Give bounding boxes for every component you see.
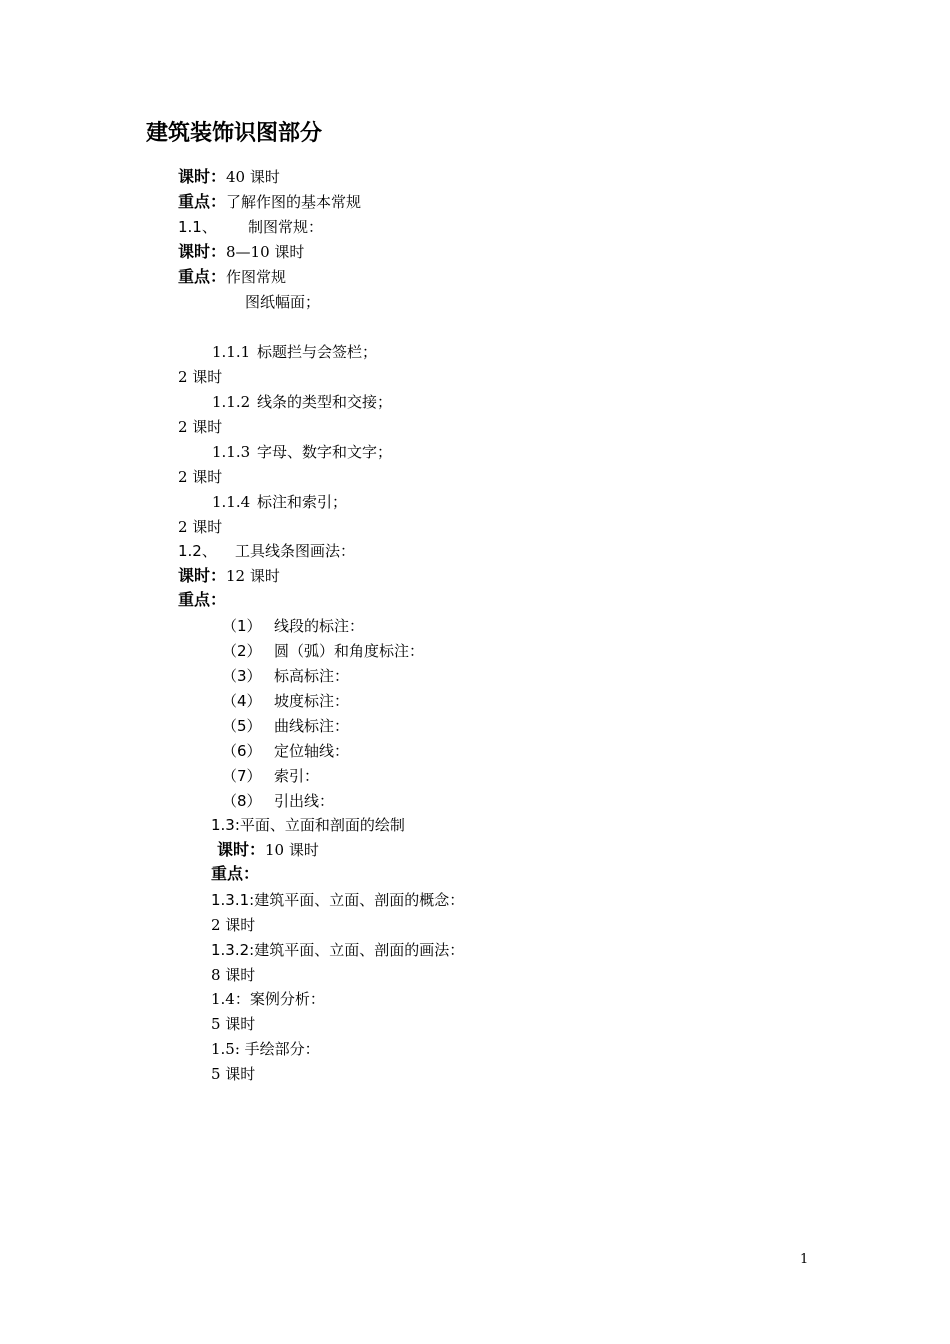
list-item xyxy=(212,492,347,512)
section-title: 工具线条图画法： xyxy=(235,542,356,560)
section-1-2-hours xyxy=(178,566,280,586)
item-hours: 5 课时 xyxy=(211,1015,256,1033)
section-1-3-hours xyxy=(217,840,319,860)
hours-value: 40 课时 xyxy=(226,168,280,186)
item-text: 标题拦与会签栏； xyxy=(257,343,378,361)
hours-label: 课时： xyxy=(178,566,227,585)
item-text: 曲线标注： xyxy=(274,717,350,735)
list-item xyxy=(222,766,319,786)
item-text: 标注和索引； xyxy=(257,493,348,511)
hours-label: 课时： xyxy=(178,242,227,261)
section-1-1-focus xyxy=(178,267,286,287)
list-item xyxy=(222,691,349,711)
intro-focus xyxy=(178,192,361,212)
list-item xyxy=(222,791,334,811)
item-hours: 2 课时 xyxy=(178,468,223,486)
item-text: 线段的标注： xyxy=(274,617,365,635)
hours-label: 课时： xyxy=(178,167,227,186)
section-number: 1.1、 xyxy=(178,218,217,236)
item-number: 1.1.4 xyxy=(212,493,251,511)
item-number: （3） xyxy=(222,667,262,685)
list-item xyxy=(222,641,424,661)
section-1-5-heading: 1.5: 手绘部分： xyxy=(211,1040,320,1058)
section-1-4-heading: 1.4：案例分析： xyxy=(211,990,325,1008)
page-title: 建筑装饰识图部分 xyxy=(146,121,323,146)
section-1-3-focus xyxy=(211,864,259,884)
section-1-1-hours xyxy=(178,242,304,262)
list-item xyxy=(212,442,392,462)
item-hours: 8 课时 xyxy=(211,966,256,984)
item-number: （2） xyxy=(222,642,262,660)
item-hours: 2 课时 xyxy=(178,518,223,536)
intro-hours xyxy=(178,167,280,187)
item-text: 坡度标注： xyxy=(274,692,350,710)
focus-label: 重点： xyxy=(178,590,227,609)
item-number: （4） xyxy=(222,692,262,710)
item-text: 线条的类型和交接； xyxy=(257,393,393,411)
section-1-2-focus xyxy=(178,590,226,610)
item-text: 圆（弧）和角度标注： xyxy=(274,642,425,660)
section-1-3-heading: 1.3:平面、立面和剖面的绘制 xyxy=(211,816,405,834)
section-1-2-heading xyxy=(178,541,355,561)
hours-value: 10 课时 xyxy=(265,841,319,859)
section-title: 制图常规： xyxy=(248,218,324,236)
item-number: 1.1.1 xyxy=(212,343,251,361)
item-number: （7） xyxy=(222,767,262,785)
item-hours: 2 课时 xyxy=(178,418,223,436)
section-1-1-heading xyxy=(178,217,323,237)
item-text: 标高标注： xyxy=(274,667,350,685)
list-item xyxy=(222,741,349,761)
section-number: 1.2、 xyxy=(178,542,217,560)
list-item xyxy=(222,666,349,686)
list-item xyxy=(222,716,349,736)
item-text: 引出线： xyxy=(274,792,335,810)
list-item xyxy=(222,616,364,636)
hours-value: 8—10 课时 xyxy=(226,243,305,261)
focus-value: 作图常规 xyxy=(226,268,287,286)
item-text: 字母、数字和文字； xyxy=(257,443,393,461)
item-text: 定位轴线： xyxy=(274,742,350,760)
item-number: （5） xyxy=(222,717,262,735)
item-number: 1.1.3 xyxy=(212,443,251,461)
item-text: 索引： xyxy=(274,767,320,785)
item-number: （1） xyxy=(222,617,262,635)
item-number: （8） xyxy=(222,792,262,810)
list-item: 1.3.1:建筑平面、立面、剖面的概念： xyxy=(211,891,465,909)
item-hours: 5 课时 xyxy=(211,1065,256,1083)
item-number: 1.1.2 xyxy=(212,393,251,411)
focus-label: 重点： xyxy=(178,192,227,211)
item-number: （6） xyxy=(222,742,262,760)
item-hours: 2 课时 xyxy=(178,368,223,386)
list-item xyxy=(212,392,392,412)
focus-label: 重点： xyxy=(178,267,227,286)
focus-label: 重点： xyxy=(211,864,260,883)
section-1-1-subheading: 图纸幅面； xyxy=(245,293,321,311)
list-item xyxy=(212,342,377,362)
page-number: 1 xyxy=(800,1252,809,1267)
hours-label: 课时： xyxy=(217,840,266,859)
item-hours: 2 课时 xyxy=(211,916,256,934)
focus-value: 了解作图的基本常规 xyxy=(226,193,362,211)
list-item: 1.3.2:建筑平面、立面、剖面的画法： xyxy=(211,941,465,959)
hours-value: 12 课时 xyxy=(226,567,280,585)
